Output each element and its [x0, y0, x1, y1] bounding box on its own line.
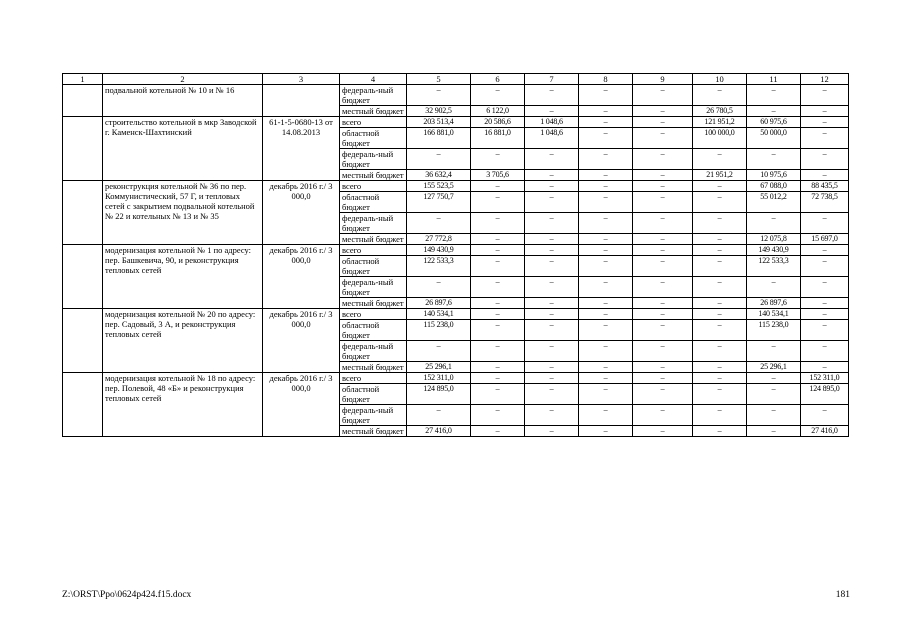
amount-cell: –: [525, 213, 579, 234]
amount-cell: –: [407, 405, 471, 426]
amount-cell: –: [801, 320, 849, 341]
amount-cell: –: [801, 309, 849, 320]
amount-cell: 166 881,0: [407, 128, 471, 149]
table-row: [63, 85, 849, 106]
amount-cell: 12 075,8: [747, 234, 801, 245]
amount-cell: –: [633, 320, 693, 341]
funding-source: областной бюджет: [340, 128, 407, 149]
amount-cell: –: [633, 149, 693, 170]
amount-cell: –: [471, 384, 525, 405]
amount-cell: –: [525, 384, 579, 405]
amount-cell: 1 048,6: [525, 128, 579, 149]
amount-cell: –: [579, 362, 633, 373]
project-name: подвальной котельной № 10 и № 16: [103, 85, 263, 117]
project-name: строительство котельной в мкр Заводской г. Каменск-Шахтинский: [103, 117, 263, 181]
column-number: 8: [579, 74, 633, 85]
amount-cell: –: [693, 213, 747, 234]
amount-cell: –: [471, 277, 525, 298]
amount-cell: –: [801, 362, 849, 373]
amount-cell: –: [579, 128, 633, 149]
amount-cell: –: [633, 192, 693, 213]
funding-source: местный бюджет: [340, 362, 407, 373]
amount-cell: –: [471, 149, 525, 170]
amount-cell: –: [525, 373, 579, 384]
amount-cell: 203 513,4: [407, 117, 471, 128]
amount-cell: 115 238,0: [747, 320, 801, 341]
amount-cell: –: [633, 106, 693, 117]
column-number: 12: [801, 74, 849, 85]
amount-cell: 140 534,1: [747, 309, 801, 320]
amount-cell: –: [525, 181, 579, 192]
project-date: декабрь 2016 г./ 3 000,0: [263, 309, 340, 373]
amount-cell: –: [693, 426, 747, 437]
amount-cell: –: [693, 405, 747, 426]
amount-cell: 140 534,1: [407, 309, 471, 320]
funding-source: местный бюджет: [340, 234, 407, 245]
project-date: [263, 85, 340, 117]
amount-cell: –: [471, 320, 525, 341]
amount-cell: 27 416,0: [801, 426, 849, 437]
amount-cell: –: [579, 298, 633, 309]
amount-cell: –: [693, 362, 747, 373]
funding-source: областной бюджет: [340, 384, 407, 405]
amount-cell: 122 533,3: [407, 256, 471, 277]
amount-cell: –: [633, 277, 693, 298]
funding-source: областной бюджет: [340, 320, 407, 341]
column-number: 4: [340, 74, 407, 85]
funding-source: федераль-ный бюджет: [340, 405, 407, 426]
amount-cell: –: [747, 373, 801, 384]
amount-cell: 122 533,3: [747, 256, 801, 277]
project-name: реконструкция котельной № 36 по пер. Коммунистический, 57 Г, и тепловых сетей с закрытием подвальной котельной № 22 и котельных № 13 и № 35: [103, 181, 263, 245]
amount-cell: –: [693, 384, 747, 405]
column-number: 6: [471, 74, 525, 85]
amount-cell: 27 416,0: [407, 426, 471, 437]
column-number: 2: [103, 74, 263, 85]
budget-table: [62, 73, 849, 437]
amount-cell: –: [633, 245, 693, 256]
amount-cell: –: [801, 117, 849, 128]
column-number: 5: [407, 74, 471, 85]
amount-cell: –: [633, 405, 693, 426]
amount-cell: –: [801, 128, 849, 149]
amount-cell: –: [633, 298, 693, 309]
amount-cell: –: [801, 256, 849, 277]
amount-cell: –: [579, 426, 633, 437]
amount-cell: 16 881,0: [471, 128, 525, 149]
funding-source: местный бюджет: [340, 298, 407, 309]
funding-source: всего: [340, 181, 407, 192]
amount-cell: –: [633, 384, 693, 405]
funding-source: местный бюджет: [340, 170, 407, 181]
row-number-cell: [63, 245, 103, 309]
funding-source: федераль-ный бюджет: [340, 85, 407, 106]
amount-cell: –: [525, 256, 579, 277]
column-number: 10: [693, 74, 747, 85]
amount-cell: –: [471, 426, 525, 437]
amount-cell: –: [801, 85, 849, 106]
amount-cell: –: [471, 213, 525, 234]
amount-cell: 25 296,1: [407, 362, 471, 373]
amount-cell: –: [801, 405, 849, 426]
amount-cell: –: [801, 213, 849, 234]
amount-cell: –: [693, 277, 747, 298]
amount-cell: –: [525, 85, 579, 106]
funding-source: областной бюджет: [340, 192, 407, 213]
amount-cell: –: [525, 192, 579, 213]
amount-cell: –: [579, 213, 633, 234]
funding-source: федераль-ный бюджет: [340, 149, 407, 170]
amount-cell: –: [525, 405, 579, 426]
project-date: 61-1-5-0680-13 от 14.08.2013: [263, 117, 340, 181]
amount-cell: 124 895,0: [407, 384, 471, 405]
amount-cell: –: [525, 277, 579, 298]
amount-cell: –: [579, 341, 633, 362]
table-row: [63, 373, 849, 384]
amount-cell: –: [471, 405, 525, 426]
amount-cell: 121 951,2: [693, 117, 747, 128]
amount-cell: –: [579, 309, 633, 320]
amount-cell: –: [471, 181, 525, 192]
amount-cell: –: [747, 277, 801, 298]
amount-cell: –: [471, 85, 525, 106]
amount-cell: –: [471, 298, 525, 309]
amount-cell: –: [633, 213, 693, 234]
amount-cell: –: [633, 181, 693, 192]
amount-cell: –: [633, 170, 693, 181]
amount-cell: –: [747, 405, 801, 426]
amount-cell: –: [693, 341, 747, 362]
amount-cell: –: [747, 213, 801, 234]
amount-cell: –: [525, 245, 579, 256]
amount-cell: 3 705,6: [471, 170, 525, 181]
project-name: модернизация котельной № 18 по адресу: пер. Полевой, 48 «Б» и реконструкция тепловых сетей: [103, 373, 263, 437]
amount-cell: 155 523,5: [407, 181, 471, 192]
amount-cell: –: [633, 373, 693, 384]
amount-cell: 36 632,4: [407, 170, 471, 181]
amount-cell: 115 238,0: [407, 320, 471, 341]
amount-cell: –: [471, 234, 525, 245]
amount-cell: –: [693, 192, 747, 213]
amount-cell: –: [693, 256, 747, 277]
amount-cell: –: [579, 117, 633, 128]
amount-cell: 72 738,5: [801, 192, 849, 213]
amount-cell: –: [579, 85, 633, 106]
column-number: 11: [747, 74, 801, 85]
amount-cell: –: [525, 170, 579, 181]
amount-cell: –: [579, 192, 633, 213]
amount-cell: –: [471, 192, 525, 213]
table-header-row: [63, 74, 849, 85]
amount-cell: 10 975,6: [747, 170, 801, 181]
funding-source: федераль-ный бюджет: [340, 341, 407, 362]
amount-cell: –: [693, 234, 747, 245]
amount-cell: –: [801, 245, 849, 256]
amount-cell: –: [579, 170, 633, 181]
amount-cell: –: [633, 128, 693, 149]
amount-cell: –: [693, 181, 747, 192]
amount-cell: –: [747, 426, 801, 437]
funding-source: федераль-ный бюджет: [340, 277, 407, 298]
amount-cell: –: [579, 277, 633, 298]
column-number: 9: [633, 74, 693, 85]
amount-cell: –: [525, 309, 579, 320]
amount-cell: –: [747, 85, 801, 106]
amount-cell: 88 435,5: [801, 181, 849, 192]
amount-cell: –: [801, 277, 849, 298]
funding-source: областной бюджет: [340, 256, 407, 277]
amount-cell: –: [747, 341, 801, 362]
amount-cell: –: [579, 384, 633, 405]
amount-cell: 26 897,6: [747, 298, 801, 309]
funding-source: федераль-ный бюджет: [340, 213, 407, 234]
table-row: [63, 245, 849, 256]
row-number-cell: [63, 181, 103, 245]
amount-cell: –: [633, 309, 693, 320]
column-number: 1: [63, 74, 103, 85]
funding-source: местный бюджет: [340, 426, 407, 437]
amount-cell: –: [693, 85, 747, 106]
amount-cell: 124 895,0: [801, 384, 849, 405]
project-name: модернизация котельной № 20 по адресу: пер. Садовый, 3 А, и реконструкция тепловых сетей: [103, 309, 263, 373]
amount-cell: 127 750,7: [407, 192, 471, 213]
amount-cell: –: [633, 426, 693, 437]
amount-cell: –: [525, 106, 579, 117]
amount-cell: –: [407, 213, 471, 234]
amount-cell: –: [633, 362, 693, 373]
column-number: 3: [263, 74, 340, 85]
amount-cell: –: [579, 106, 633, 117]
amount-cell: –: [747, 384, 801, 405]
table-row: [63, 181, 849, 192]
amount-cell: –: [525, 341, 579, 362]
amount-cell: 60 975,6: [747, 117, 801, 128]
row-number-cell: [63, 309, 103, 373]
amount-cell: 32 902,5: [407, 106, 471, 117]
amount-cell: 55 012,2: [747, 192, 801, 213]
amount-cell: –: [693, 149, 747, 170]
amount-cell: –: [525, 149, 579, 170]
row-number-cell: [63, 85, 103, 117]
funding-source: местный бюджет: [340, 106, 407, 117]
amount-cell: –: [693, 373, 747, 384]
amount-cell: –: [407, 149, 471, 170]
project-name: модернизация котельной № 1 по адресу: пер. Башкевича, 90, и реконструкция тепловых сетей: [103, 245, 263, 309]
amount-cell: –: [471, 341, 525, 362]
amount-cell: 152 311,0: [801, 373, 849, 384]
table-row: [63, 117, 849, 128]
footer-file-path: Z:\ORST\Ppo\0624p424.f15.docx: [62, 590, 192, 600]
amount-cell: –: [693, 298, 747, 309]
funding-source: всего: [340, 117, 407, 128]
amount-cell: –: [801, 149, 849, 170]
amount-cell: 1 048,6: [525, 117, 579, 128]
funding-source: всего: [340, 245, 407, 256]
amount-cell: –: [747, 149, 801, 170]
amount-cell: 26 780,5: [693, 106, 747, 117]
project-date: декабрь 2016 г./ 3 000,0: [263, 245, 340, 309]
amount-cell: 6 122,0: [471, 106, 525, 117]
amount-cell: 50 000,0: [747, 128, 801, 149]
amount-cell: –: [579, 373, 633, 384]
amount-cell: 27 772,8: [407, 234, 471, 245]
row-number-cell: [63, 373, 103, 437]
amount-cell: –: [471, 309, 525, 320]
amount-cell: 26 897,6: [407, 298, 471, 309]
amount-cell: –: [525, 362, 579, 373]
amount-cell: –: [525, 234, 579, 245]
amount-cell: –: [525, 320, 579, 341]
amount-cell: –: [801, 298, 849, 309]
amount-cell: –: [801, 106, 849, 117]
amount-cell: –: [579, 149, 633, 170]
amount-cell: –: [693, 309, 747, 320]
page-number: 181: [835, 590, 850, 600]
project-date: декабрь 2016 г./ 3 000,0: [263, 181, 340, 245]
amount-cell: 67 088,0: [747, 181, 801, 192]
amount-cell: –: [579, 181, 633, 192]
amount-cell: 21 951,2: [693, 170, 747, 181]
amount-cell: –: [633, 341, 693, 362]
amount-cell: –: [633, 234, 693, 245]
funding-source: всего: [340, 373, 407, 384]
amount-cell: –: [407, 277, 471, 298]
amount-cell: 149 430,9: [407, 245, 471, 256]
amount-cell: –: [525, 426, 579, 437]
amount-cell: –: [633, 256, 693, 277]
amount-cell: –: [579, 234, 633, 245]
amount-cell: –: [747, 106, 801, 117]
amount-cell: 25 296,1: [747, 362, 801, 373]
amount-cell: –: [579, 256, 633, 277]
amount-cell: –: [471, 373, 525, 384]
amount-cell: –: [801, 341, 849, 362]
amount-cell: 149 430,9: [747, 245, 801, 256]
column-number: 7: [525, 74, 579, 85]
amount-cell: –: [693, 245, 747, 256]
amount-cell: –: [801, 170, 849, 181]
row-number-cell: [63, 117, 103, 181]
amount-cell: 100 000,0: [693, 128, 747, 149]
amount-cell: 152 311,0: [407, 373, 471, 384]
amount-cell: –: [407, 85, 471, 106]
amount-cell: –: [579, 320, 633, 341]
amount-cell: –: [693, 320, 747, 341]
amount-cell: –: [471, 245, 525, 256]
amount-cell: –: [471, 362, 525, 373]
amount-cell: 20 586,6: [471, 117, 525, 128]
amount-cell: –: [579, 245, 633, 256]
amount-cell: 15 697,0: [801, 234, 849, 245]
amount-cell: –: [579, 405, 633, 426]
amount-cell: –: [633, 117, 693, 128]
amount-cell: –: [407, 341, 471, 362]
amount-cell: –: [471, 256, 525, 277]
amount-cell: –: [633, 85, 693, 106]
table-row: [63, 309, 849, 320]
project-date: декабрь 2016 г./ 3 000,0: [263, 373, 340, 437]
funding-source: всего: [340, 309, 407, 320]
amount-cell: –: [525, 298, 579, 309]
